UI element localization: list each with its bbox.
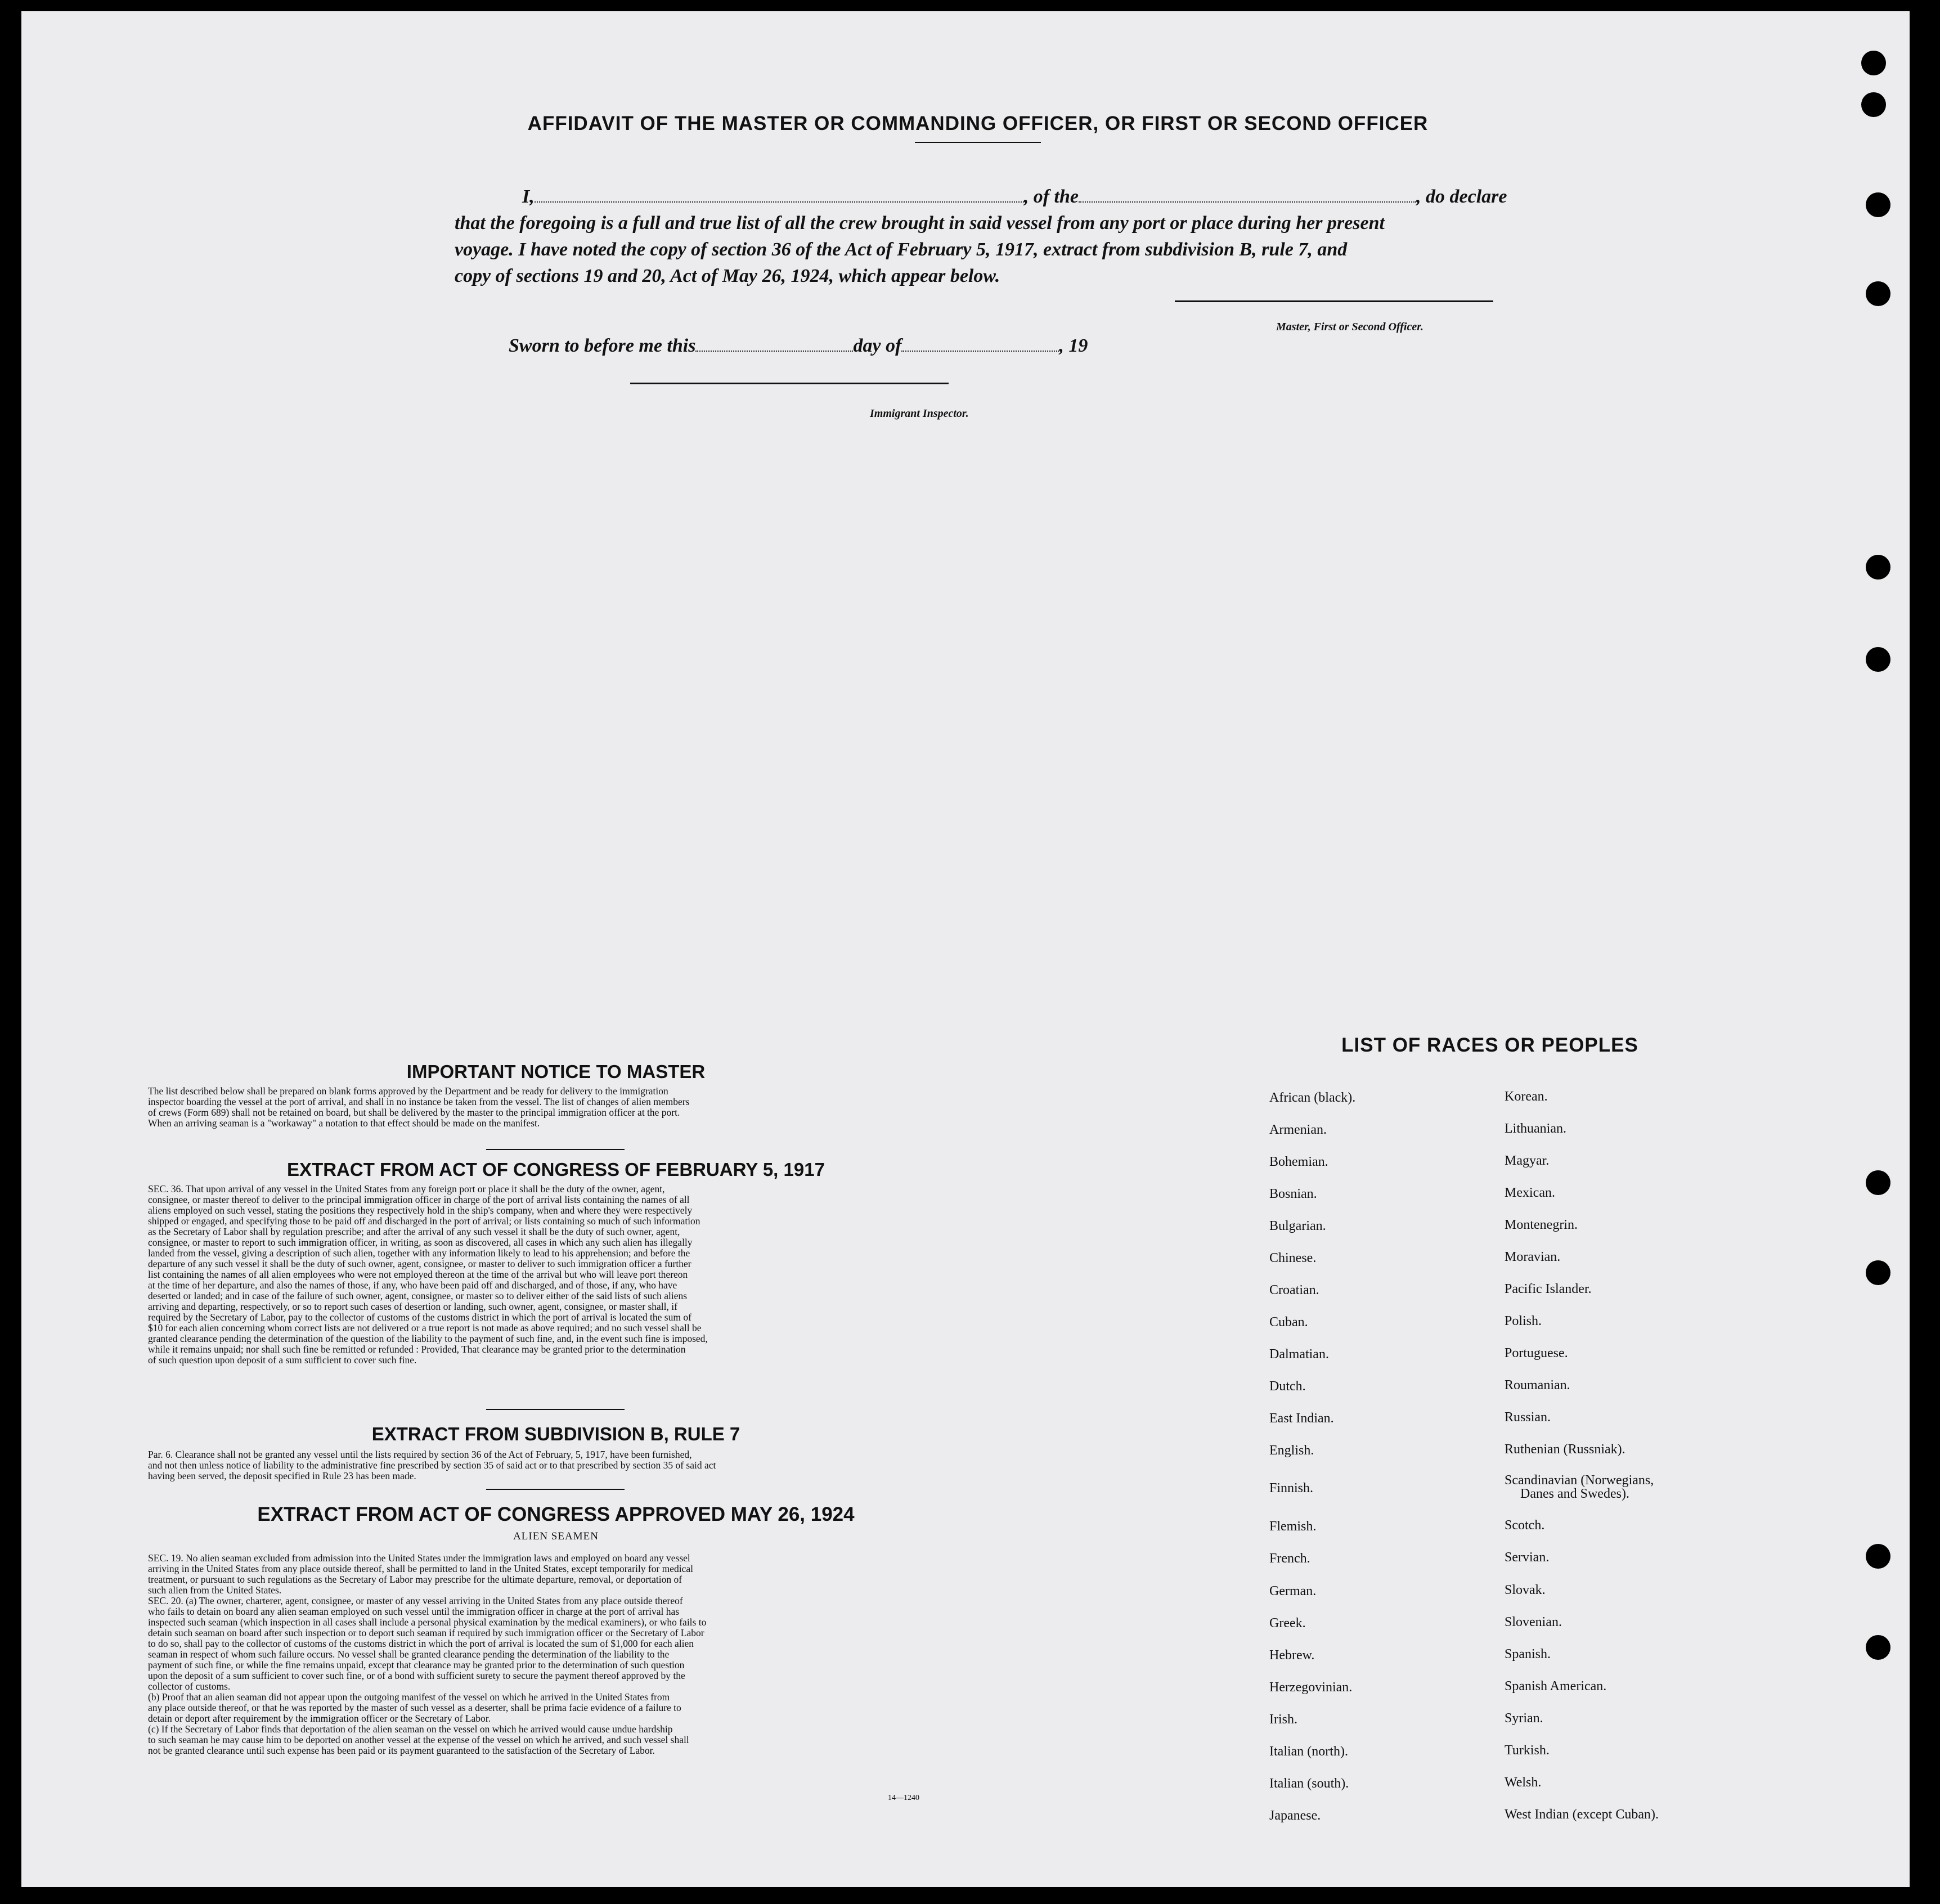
race-item: Dutch. [1269, 1379, 1306, 1394]
race-item: Spanish. [1505, 1647, 1551, 1661]
race-item: Greek. [1269, 1616, 1306, 1631]
extract-line: of such question upon deposit of a sum sufficient to cover such fine. [148, 1354, 417, 1366]
extract-line: SEC. 20. (a) The owner, charterer, agent, consignee, or master of any vessel arriving in the United States from any place outside thereof [148, 1595, 683, 1606]
race-item: Armenian. [1269, 1122, 1327, 1137]
extract-line: consignee, or master thereof to deliver to the principal immigration officer in charge of the port of arrival lists containing the names of all [148, 1194, 690, 1205]
master-signature-caption: Master, First or Second Officer. [1276, 321, 1423, 333]
extract-line: seaman in respect of whom such failure occurs. No vessel shall be granted clearance pending the determination of the liability to the [148, 1649, 670, 1660]
extract-1917-text [148, 1184, 958, 1366]
binder-hole [1866, 555, 1890, 580]
race-item: Chinese. [1269, 1251, 1317, 1265]
binder-hole [1861, 51, 1886, 75]
extract-1924-text [148, 1553, 958, 1756]
extract-line: such alien from the United States. [148, 1584, 282, 1596]
race-item: Bohemian. [1269, 1155, 1328, 1169]
extract-line: to such seaman he may cause him to be deported on another vessel at the expense of the vessel on which he arrived, and such vessel shall [148, 1734, 689, 1745]
notice-line: of crews (Form 689) shall not be retained on board, but shall be delivered by the master to the principal immigration officer at the port. [148, 1107, 680, 1118]
race-item: Spanish American. [1505, 1679, 1607, 1694]
section-divider [486, 1489, 625, 1490]
race-item: African (black). [1269, 1090, 1356, 1105]
binder-hole [1866, 281, 1890, 306]
race-item: Finnish. [1269, 1481, 1314, 1496]
sworn-line [509, 335, 1088, 357]
race-item: German. [1269, 1584, 1317, 1598]
extract-line: and not then unless notice of liability to the administrative fine prescribed by section 35 of said act or to that prescribed by section 35 of said act [148, 1460, 716, 1471]
extract-line: upon the deposit of a sum sufficient to cover such fine, or of a bond with sufficient surety to secure the payment thereof approved by the [148, 1670, 685, 1681]
extract-line: having been served, the deposit specified in Rule 23 has been made. [148, 1470, 416, 1481]
race-item: Scandinavian (Norwegians, [1505, 1473, 1654, 1488]
race-item: Welsh. [1505, 1775, 1542, 1790]
extract-rule7-text [148, 1449, 958, 1481]
extract-line: arriving in the United States from any place outside thereof, shall be permitted to land in the United States, except temporarily for medical [148, 1563, 694, 1574]
extract-line: (b) Proof that an alien seaman did not appear upon the outgoing manifest of the vessel on which he arrived in the United States from [148, 1691, 670, 1703]
sworn-month-field[interactable] [901, 351, 1059, 352]
extract-line: list containing the names of all alien employees who were not employed thereon at the time of the arrival but who will leave port thereon [148, 1269, 688, 1280]
race-item: Italian (south). [1269, 1776, 1349, 1791]
extract-1924-subtitle: ALIEN SEAMEN [513, 1530, 599, 1542]
race-item: West Indian (except Cuban). [1505, 1807, 1659, 1822]
extract-line: arriving and departing, respectively, or so to report such cases of desertion or landing, such owner, agent, consignee, or master shall, if [148, 1301, 677, 1312]
race-item: Portuguese. [1505, 1346, 1568, 1360]
race-item: Servian. [1505, 1550, 1550, 1565]
binder-hole [1866, 1260, 1890, 1285]
extract-line: detain or deport after requirement by the immigration officer or the Secretary of Labor. [148, 1713, 491, 1724]
master-name-field[interactable] [535, 201, 1024, 203]
extract-rule7-title: EXTRACT FROM SUBDIVISION B, RULE 7 [371, 1423, 740, 1444]
extract-1924-title: EXTRACT FROM ACT OF CONGRESS APPROVED MAY 26, 1924 [257, 1503, 855, 1525]
affidavit-declaration [455, 183, 1524, 289]
race-item: Korean. [1505, 1089, 1548, 1104]
race-item: Hebrew. [1269, 1648, 1315, 1663]
extract-line: inspected such seaman (which inspection in all cases shall include a personal physical examination by the medical examiners), or who fails to [148, 1616, 707, 1628]
race-item-continuation: Danes and Swedes). [1520, 1487, 1629, 1501]
form-number: 14—1240 [888, 1794, 919, 1802]
extract-line: who fails to detain on board any alien seaman employed on such vessel until the immigration officer in charge at the port of arrival has [148, 1606, 680, 1617]
race-item: Slovak. [1505, 1583, 1546, 1597]
race-item: English. [1269, 1443, 1314, 1458]
race-item: Cuban. [1269, 1315, 1308, 1330]
extract-line: $10 for each alien concerning whom correct lists are not delivered or a true report is not made as above required; and no such vessel shall be [148, 1322, 702, 1333]
extract-line: landed from the vessel, giving a description of such alien, together with any information likely to lead to his apprehension; and before the [148, 1247, 690, 1259]
extract-line: consignee, or master to report to such immigration officer, in writing, as soon as discovered, all cases in which any such alien has illegally [148, 1237, 693, 1248]
inspector-signature-line[interactable] [630, 383, 949, 384]
sworn-year: , 19 [1059, 335, 1088, 356]
race-item: East Indian. [1269, 1411, 1334, 1426]
extract-line: deserted or landed; and in case of the failure of such owner, agent, consignee, or master so to deliver either of the said lists of such aliens [148, 1290, 688, 1301]
notice-line: When an arriving seaman is a "workaway" a notation to that effect should be made on the manifest. [148, 1117, 540, 1129]
sworn-prefix: Sworn to before me this [509, 335, 696, 356]
race-item: Syrian. [1505, 1711, 1543, 1726]
declaration-line-2: that the foregoing is a full and true list of all the crew brought in said vessel from any port or place during her present [455, 213, 1385, 233]
sworn-day-of: day of [853, 335, 902, 356]
binder-hole [1866, 192, 1890, 217]
extract-line: while it remains unpaid; nor shall such fine be remitted or refunded : Provided, That clearance may be granted prior to the determination [148, 1344, 686, 1355]
extract-line: required by the Secretary of Labor, pay to the collector of customs of the customs district in which the port of arrival is located the sum of [148, 1312, 691, 1323]
section-divider [486, 1409, 625, 1410]
binder-hole [1866, 647, 1890, 672]
race-item: Japanese. [1269, 1808, 1321, 1823]
declaration-line-3: voyage. I have noted the copy of section 36 of the Act of February 5, 1917, extract from subdivision B, rule 7, and [455, 239, 1348, 260]
sworn-day-field[interactable] [695, 351, 853, 352]
section-divider [486, 1149, 625, 1150]
extract-line: not be granted clearance until such expense has been paid or its payment guaranteed to the satisfaction of the Secretary of Labor. [148, 1745, 655, 1756]
race-item: Roumanian. [1505, 1378, 1570, 1393]
races-title: LIST OF RACES OR PEOPLES [1341, 1034, 1638, 1056]
race-item: Turkish. [1505, 1743, 1550, 1758]
extract-line: payment of such fine, or while the fine remains unpaid, except that clearance may be granted prior to the determination of such question [148, 1659, 685, 1671]
race-item: Montenegrin. [1505, 1218, 1578, 1232]
extract-line: any place outside thereof, or that he was reported by the master of such vessel as a deserter, shall be prima facie evidence of a failure to [148, 1702, 681, 1713]
declaration-line-4: copy of sections 19 and 20, Act of May 26, 1924, which appear below. [455, 266, 1000, 286]
race-item: Pacific Islander. [1505, 1282, 1592, 1296]
binder-hole [1866, 1544, 1890, 1569]
notice-title: IMPORTANT NOTICE TO MASTER [406, 1061, 706, 1082]
race-item: Herzegovinian. [1269, 1680, 1353, 1695]
notice-line: The list described below shall be prepared on blank forms approved by the Department and be ready for delivery to the immigration [148, 1085, 668, 1097]
race-item: Polish. [1505, 1314, 1542, 1328]
race-item: Slovenian. [1505, 1615, 1562, 1629]
extract-line: SEC. 36. That upon arrival of any vessel in the United States from any foreign port or place it shall be the duty of the owner, agent, [148, 1183, 665, 1195]
extract-line: departure of any such vessel it shall be the duty of such owner, agent, consignee, or master to deliver to such immigration officer a further [148, 1258, 691, 1269]
binder-hole [1866, 1635, 1890, 1660]
race-item: French. [1269, 1551, 1310, 1566]
race-item: Moravian. [1505, 1250, 1561, 1264]
extract-line: treatment, or pursuant to such regulations as the Secretary of Labor may prescribe for the ultimate departure, removal, or deportation of [148, 1574, 682, 1585]
extract-1917-title: EXTRACT FROM ACT OF CONGRESS OF FEBRUARY 5, 1917 [287, 1159, 825, 1180]
race-item: Magyar. [1505, 1153, 1550, 1168]
race-item: Croatian. [1269, 1283, 1319, 1297]
extract-line: shipped or engaged, and specifying those to be paid off and discharged in the port of arrival; or lists containing so much of such information [148, 1215, 700, 1227]
extract-line: at the time of her departure, and also the names of those, if any, who have been paid off and discharged, and of those, if any, who have [148, 1279, 677, 1291]
race-item: Bulgarian. [1269, 1219, 1326, 1233]
extract-line: (c) If the Secretary of Labor finds that deportation of the alien seaman on the vessel on which he arrived would cause undue hardship [148, 1723, 673, 1735]
vessel-name-field[interactable] [1079, 201, 1416, 203]
extract-line: as the Secretary of Labor shall by regulation prescribe; and after the arrival of any such vessel it shall be the duty of such owner, agent, [148, 1226, 680, 1237]
declaration-i: I, [522, 186, 535, 207]
declaration-line-1 [455, 183, 1524, 210]
extract-line: granted clearance pending the determination of the question of the liability to the payment of such fine, and, in the event such fine is imposed, [148, 1333, 708, 1344]
notice-text [148, 1086, 958, 1129]
race-item: Flemish. [1269, 1519, 1317, 1534]
declaration-of-the: , of the [1023, 186, 1079, 207]
master-signature-line[interactable] [1175, 300, 1493, 302]
race-item: Scotch. [1505, 1518, 1545, 1533]
race-item: Irish. [1269, 1712, 1297, 1727]
extract-line: SEC. 19. No alien seaman excluded from admission into the United States under the immigration laws and employed on board any vessel [148, 1552, 690, 1564]
extract-line: aliens employed on such vessel, stating the positions they respectively hold in the ship's company, when and where they were respectively [148, 1205, 693, 1216]
extract-line: detain such seaman on board after such inspection or to deport such seaman if required by such immigration officer or the Secretary of Labor [148, 1627, 704, 1638]
declaration-do-declare: , do declare [1416, 186, 1507, 207]
affidavit-title: AFFIDAVIT OF THE MASTER OR COMMANDING OFFICER, OR FIRST OR SECOND OFFICER [527, 113, 1429, 134]
race-item: Bosnian. [1269, 1187, 1317, 1201]
race-item: Italian (north). [1269, 1744, 1348, 1759]
notice-line: inspector boarding the vessel at the port of arrival, and shall in no instance be taken from the vessel. The list of changes of alien members [148, 1096, 690, 1107]
extract-line: collector of customs. [148, 1681, 231, 1692]
binder-hole [1866, 1170, 1890, 1195]
race-item: Dalmatian. [1269, 1347, 1329, 1362]
inspector-signature-caption: Immigrant Inspector. [870, 407, 969, 420]
race-item: Ruthenian (Russniak). [1505, 1442, 1625, 1457]
race-item: Russian. [1505, 1410, 1551, 1425]
document-page [21, 11, 1910, 1887]
race-item: Lithuanian. [1505, 1121, 1566, 1136]
extract-line: to do so, shall pay to the collector of customs of the customs district in which the port of arrival is located the sum of $1,000 for each alien [148, 1638, 694, 1649]
extract-line: Par. 6. Clearance shall not be granted any vessel until the lists required by section 36 of the Act of February, 5, 1917, have been furnished, [148, 1449, 692, 1460]
race-item: Mexican. [1505, 1185, 1555, 1200]
title-divider [915, 142, 1041, 143]
